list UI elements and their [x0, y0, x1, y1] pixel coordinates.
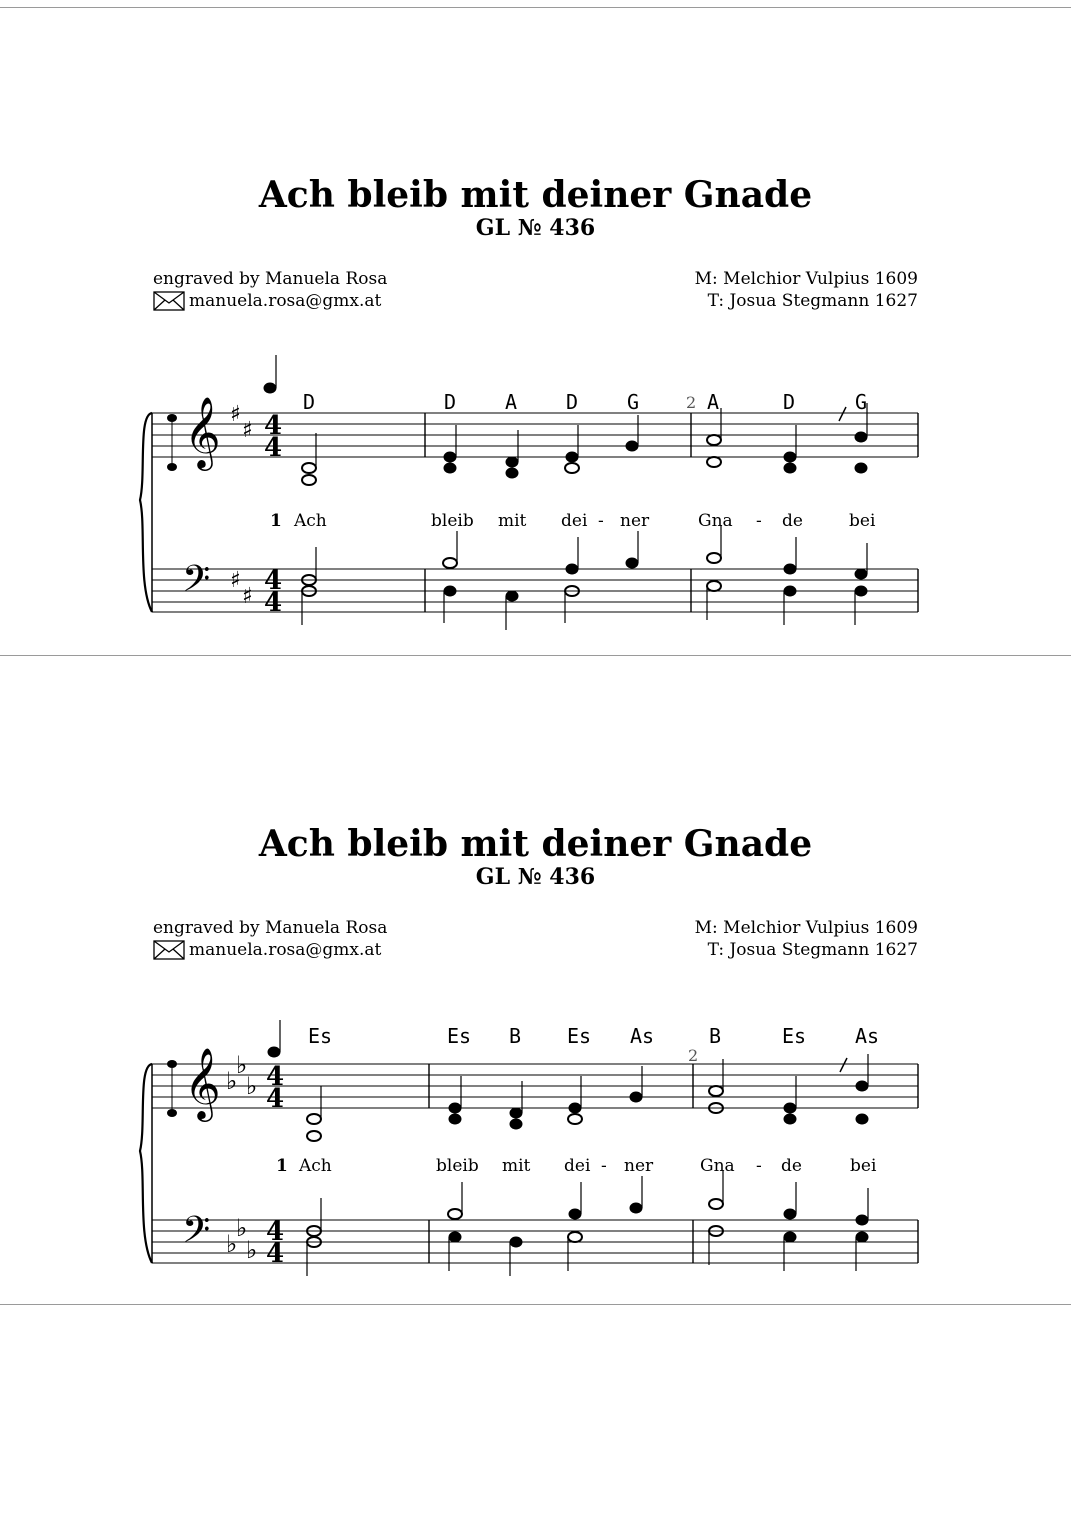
bottom-rule	[0, 1304, 1071, 1305]
lyric-syllable: de	[781, 1156, 802, 1176]
lyric-syllable: Gna	[698, 511, 733, 531]
chord-symbol: A	[505, 390, 518, 414]
top-rule	[0, 7, 1071, 8]
chord-symbols	[308, 1024, 879, 1048]
lyrics-line	[276, 1156, 877, 1176]
lyric-syllable: dei	[564, 1156, 591, 1176]
svg-text:4: 4	[264, 588, 283, 618]
chord-symbol: Es	[447, 1024, 472, 1048]
svg-text:♭: ♭	[226, 1067, 238, 1095]
treble-clef: 𝄞	[184, 395, 221, 468]
lyric-hyphen: -	[598, 511, 604, 531]
piece-title: Ach bleib mit deiner Gnade	[258, 823, 813, 865]
chord-symbol: B	[509, 1024, 522, 1048]
svg-text:♭: ♭	[236, 1051, 248, 1079]
engraver-credit: engraved by Manuela Rosa	[153, 269, 388, 289]
svg-text:4: 4	[264, 433, 283, 463]
measure-number: 2	[686, 393, 697, 412]
chord-symbol: B	[709, 1024, 722, 1048]
svg-text:♭: ♭	[236, 1214, 248, 1242]
lyricist-credit: T: Josua Stegmann 1627	[707, 940, 918, 960]
lyric-hyphen: -	[756, 1156, 762, 1176]
composer-credit: M: Melchior Vulpius 1609	[694, 269, 918, 289]
email-address[interactable]: manuela.rosa@gmx.at	[189, 940, 382, 960]
treble-notes	[264, 355, 867, 485]
chord-symbol: A	[707, 390, 720, 414]
chord-symbol: D	[783, 390, 796, 414]
music-score	[0, 824, 1071, 1284]
svg-text:4: 4	[266, 1217, 285, 1247]
bass-notes	[302, 525, 867, 630]
svg-text:♯: ♯	[242, 584, 253, 609]
middle-rule	[0, 655, 1071, 656]
composer-credit: M: Melchior Vulpius 1609	[694, 918, 918, 938]
piece-subtitle: GL № 436	[475, 864, 596, 890]
chord-symbol: D	[444, 390, 457, 414]
treble-clef: 𝄞	[184, 1046, 221, 1119]
lyric-syllable: mit	[498, 511, 527, 531]
lyric-syllable: ner	[624, 1156, 654, 1176]
chord-symbol: G	[627, 390, 640, 414]
svg-text:♯: ♯	[230, 402, 241, 427]
chord-symbol: D	[303, 390, 316, 414]
svg-text:4: 4	[264, 566, 283, 596]
lyric-syllable: Gna	[700, 1156, 735, 1176]
chord-symbol: G	[855, 390, 868, 414]
score-system-d-major	[0, 175, 1071, 635]
svg-text:♯: ♯	[230, 568, 241, 593]
lyric-syllable: bleib	[436, 1156, 479, 1176]
chord-symbol: As	[855, 1024, 880, 1048]
lyric-syllable: bei	[850, 1156, 877, 1176]
lyric-syllable: bei	[849, 511, 876, 531]
chord-symbols	[303, 390, 867, 414]
email-address[interactable]: manuela.rosa@gmx.at	[189, 291, 382, 311]
key-signature-treble	[230, 402, 253, 443]
lyric-syllable: mit	[502, 1156, 531, 1176]
bass-clef: 𝄢	[182, 1209, 211, 1260]
grand-staff-brace	[140, 1064, 152, 1263]
piece-title: Ach bleib mit deiner Gnade	[258, 174, 813, 216]
ambitus	[167, 414, 177, 471]
key-signature-treble	[226, 1051, 257, 1100]
svg-text:♭: ♭	[246, 1072, 258, 1100]
svg-text:4: 4	[266, 1062, 285, 1092]
music-score	[0, 175, 1071, 635]
svg-text:♭: ♭	[226, 1230, 238, 1258]
engraver-credit: engraved by Manuela Rosa	[153, 918, 388, 938]
lyric-syllable: Ach	[299, 1156, 332, 1176]
chord-symbol: Es	[782, 1024, 807, 1048]
lyrics-line	[270, 511, 876, 531]
score-system-e-flat-major	[0, 824, 1071, 1284]
measure-number: 2	[688, 1046, 699, 1065]
key-signature-bass	[226, 1214, 257, 1264]
verse-number: 1	[276, 1156, 288, 1176]
bass-clef: 𝄢	[182, 558, 211, 609]
lyric-syllable: ner	[620, 511, 650, 531]
chord-symbol: D	[566, 390, 579, 414]
svg-text:4: 4	[266, 1084, 285, 1114]
piece-subtitle: GL № 436	[475, 215, 596, 241]
key-signature-bass	[230, 568, 253, 609]
chord-symbol: Es	[567, 1024, 592, 1048]
lyric-syllable: bleib	[431, 511, 474, 531]
svg-text:4: 4	[266, 1239, 285, 1269]
svg-text:4: 4	[264, 411, 283, 441]
chord-symbol: Es	[308, 1024, 333, 1048]
lyric-syllable: Ach	[294, 511, 327, 531]
lyric-hyphen: -	[601, 1156, 607, 1176]
chord-symbol: As	[630, 1024, 655, 1048]
grand-staff-brace	[140, 413, 152, 612]
lyric-syllable: de	[782, 511, 803, 531]
verse-number: 1	[270, 511, 282, 531]
svg-text:♭: ♭	[246, 1236, 258, 1264]
lyric-syllable: dei	[561, 511, 588, 531]
lyric-hyphen: -	[756, 511, 762, 531]
lyricist-credit: T: Josua Stegmann 1627	[707, 291, 918, 311]
svg-text:♯: ♯	[242, 418, 253, 443]
bass-notes	[307, 1171, 868, 1276]
